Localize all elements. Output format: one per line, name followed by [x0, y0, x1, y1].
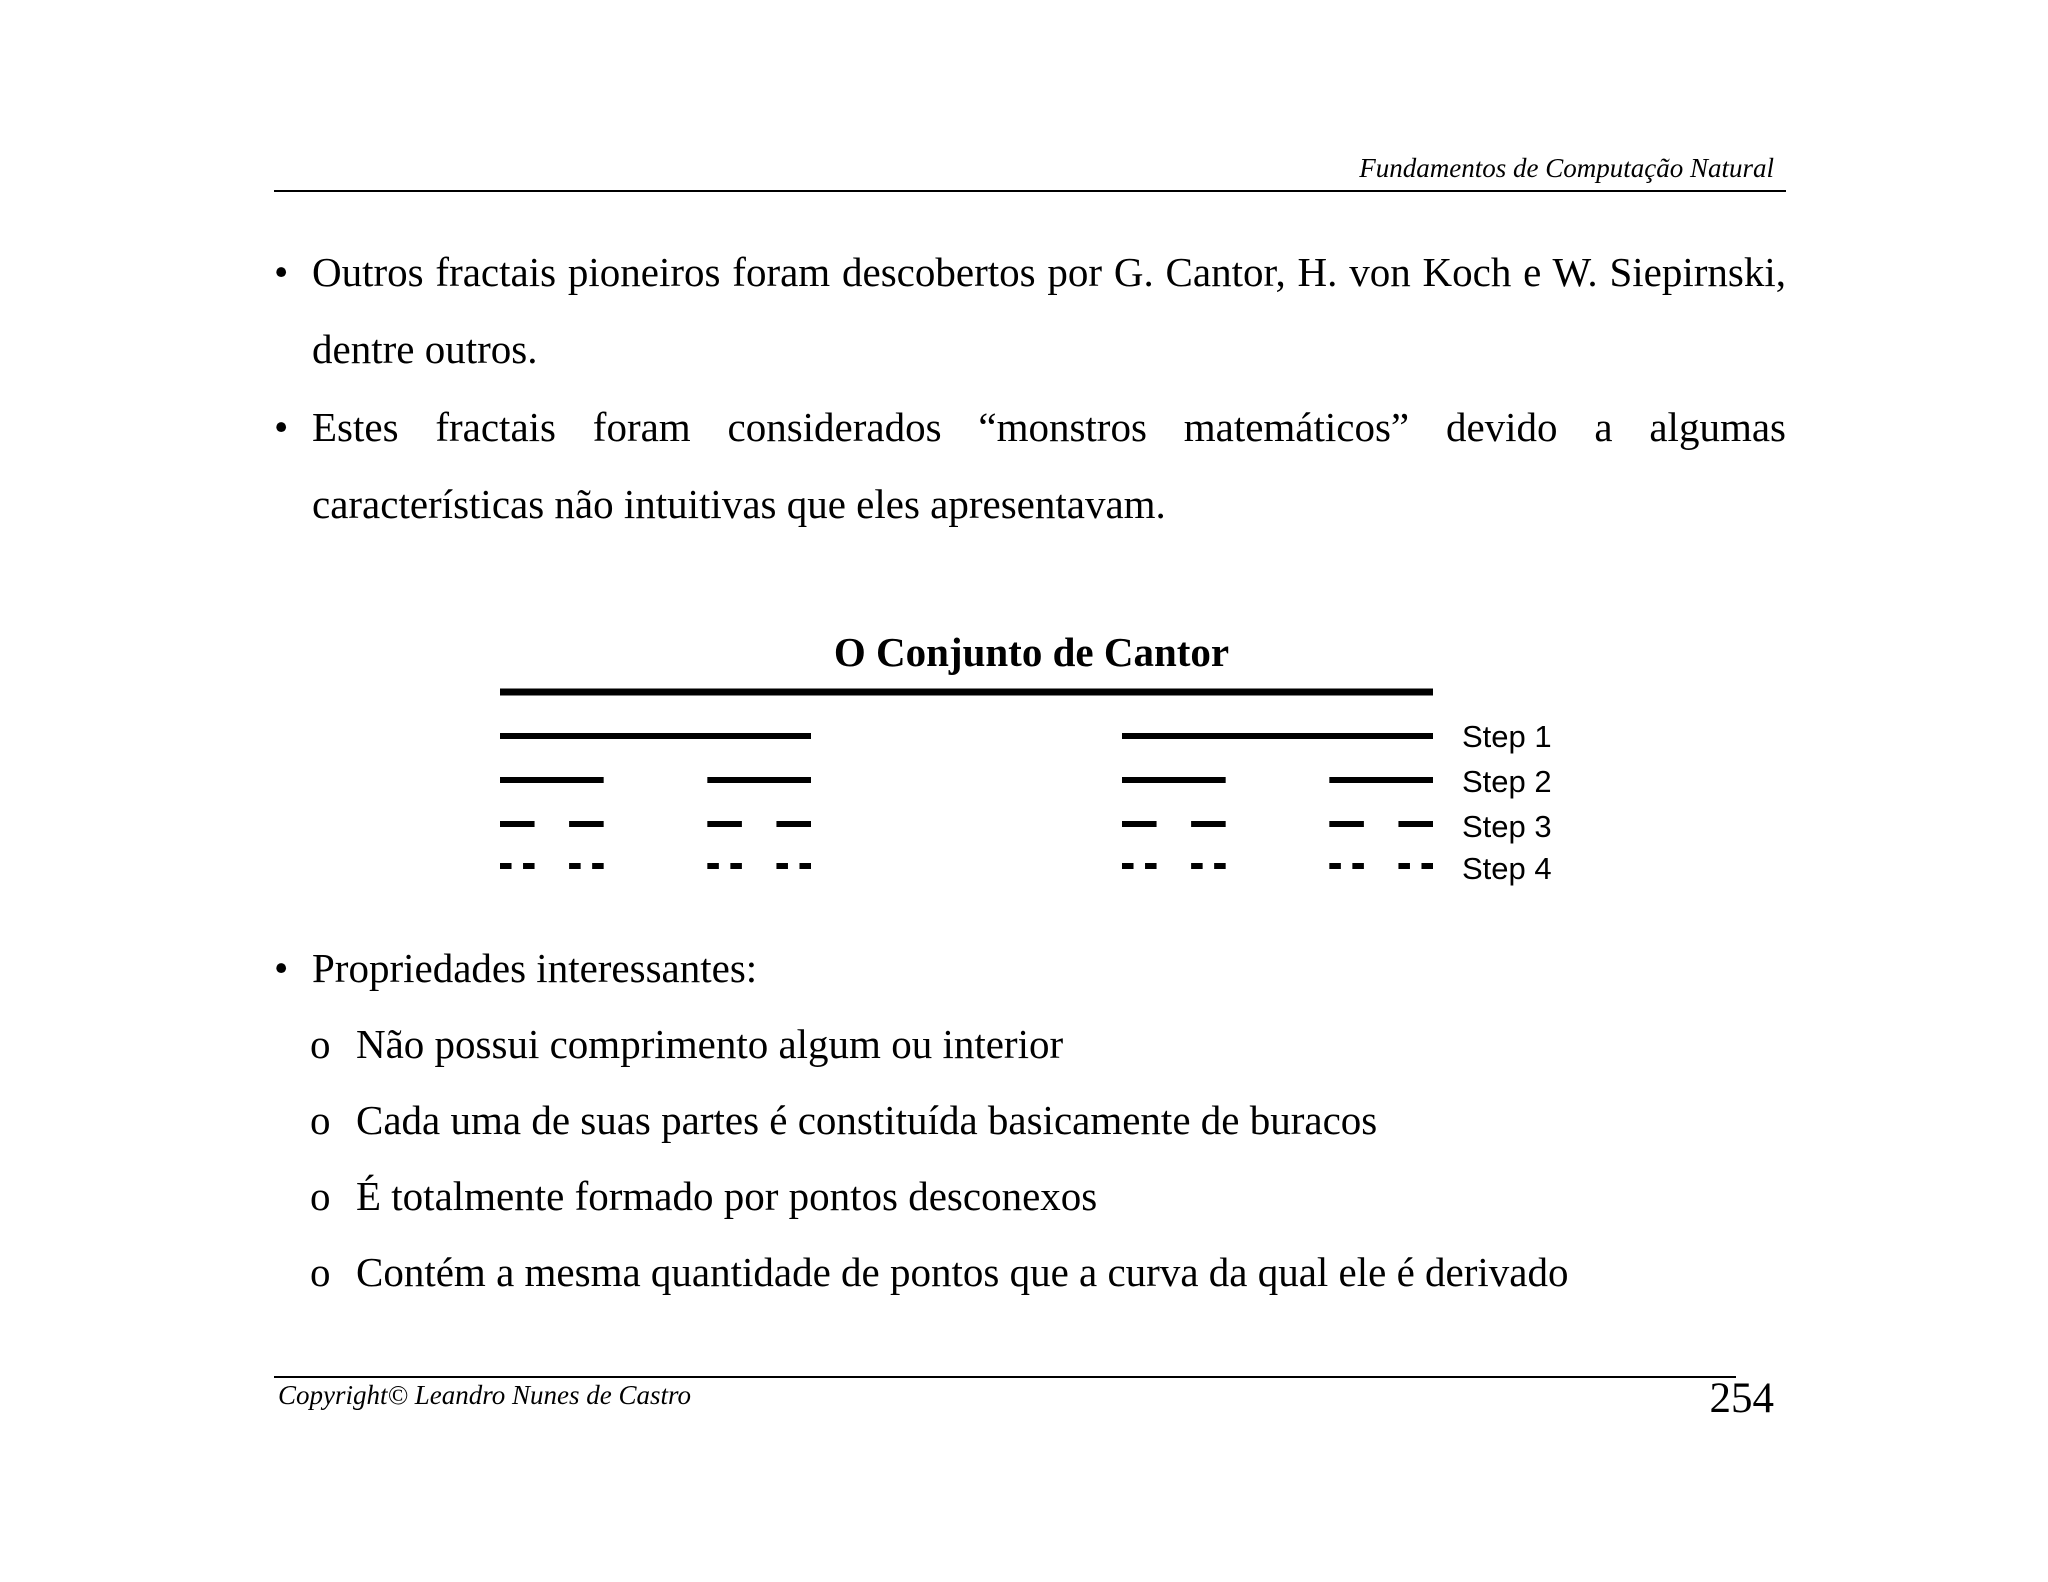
footer-copyright: Copyright© Leandro Nunes de Castro — [278, 1380, 692, 1410]
bullet-icon: • — [274, 249, 289, 295]
step-label: Step 2 — [1462, 764, 1552, 799]
step-label: Step 4 — [1462, 851, 1552, 886]
sub-list-item — [310, 1248, 1568, 1296]
circle-bullet-icon: o — [310, 1021, 331, 1067]
sub-list-text: Cada uma de suas partes é constituída basicamente de buracos — [356, 1097, 1378, 1143]
running-header-title: Fundamentos de Computação Natural — [1359, 153, 1774, 183]
step-label: Step 1 — [1462, 719, 1552, 754]
bullet-text: Estes fractais foram considerados “monstros matemáticos” devido a algumas características não intuitivas que eles apresentavam. — [312, 404, 1786, 527]
circle-bullet-icon: o — [310, 1249, 331, 1295]
sub-list-text: Não possui comprimento algum ou interior — [356, 1021, 1064, 1067]
properties-heading: Propriedades interessantes: — [312, 945, 758, 991]
bullet-paragraph — [274, 930, 1786, 1007]
circle-bullet-icon: o — [310, 1097, 331, 1143]
bullet-paragraph — [274, 389, 1786, 543]
footer-rule — [274, 1376, 1736, 1378]
page-number: 254 — [1709, 1375, 1774, 1422]
sub-list-text: Contém a mesma quantidade de pontos que a curva da qual ele é derivado — [356, 1249, 1569, 1295]
header-rule — [274, 190, 1786, 192]
sub-list-text: É totalmente formado por pontos desconexos — [356, 1173, 1098, 1219]
bullet-text: Outros fractais pioneiros foram descobertos por G. Cantor, H. von Koch e W. Siepirnski, dentre outros. — [312, 249, 1786, 372]
sub-list-item — [310, 1172, 1097, 1220]
sub-list-item — [310, 1020, 1063, 1068]
bullet-paragraph — [274, 234, 1786, 388]
bullet-icon: • — [274, 945, 289, 991]
sub-list-item — [310, 1096, 1377, 1144]
circle-bullet-icon: o — [310, 1173, 331, 1219]
figure-title: O Conjunto de Cantor — [833, 629, 1230, 675]
bullet-icon: • — [274, 404, 289, 450]
step-label: Step 3 — [1462, 809, 1552, 844]
